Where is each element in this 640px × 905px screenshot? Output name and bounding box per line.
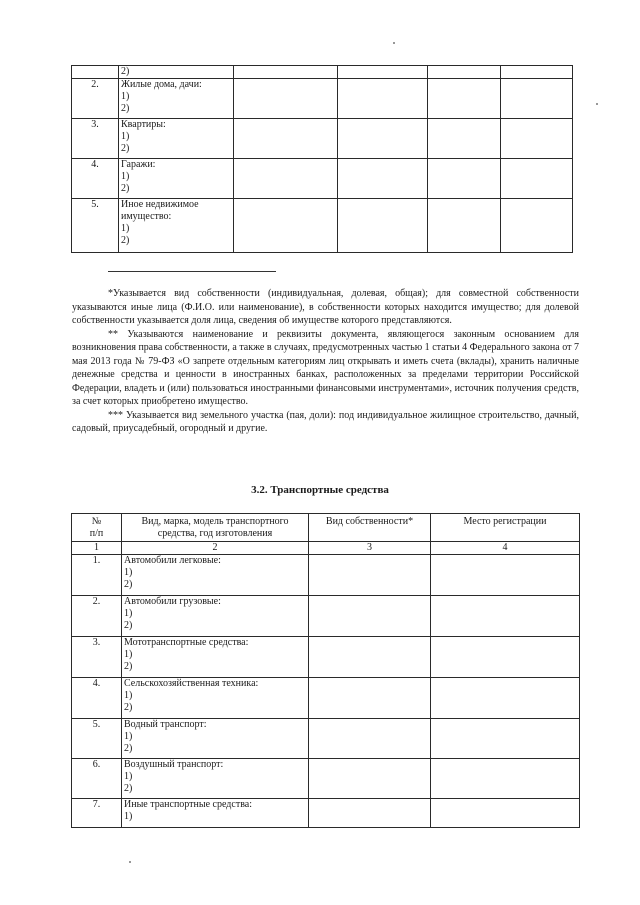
row-label-line: Автомобили грузовые: — [124, 596, 221, 607]
table-row — [72, 719, 580, 759]
row-label — [122, 759, 309, 799]
row-label — [122, 555, 309, 596]
row-label-line: Автомобили легковые: — [124, 555, 221, 566]
row-label-line: 2) — [124, 783, 133, 794]
row-label-line: 2) — [121, 103, 130, 114]
table-row — [72, 759, 580, 799]
empty-cell — [428, 66, 501, 79]
scan-speck — [596, 103, 598, 105]
header-kind-line1: Вид, марка, модель транспортного — [141, 516, 289, 527]
row-label-line: 1) — [124, 811, 133, 822]
row-label-line: 2) — [121, 235, 130, 246]
row-label — [122, 799, 309, 828]
scan-speck — [129, 861, 131, 863]
empty-cell — [431, 719, 580, 759]
row-label-line: имущество: — [121, 211, 172, 222]
header-ownership: Вид собственности* — [309, 514, 431, 542]
row-number: 1. — [72, 555, 122, 596]
index-cell: 3 — [309, 542, 431, 555]
row-label — [122, 678, 309, 719]
row-label-line: Квартиры: — [121, 119, 166, 130]
row-label — [122, 719, 309, 759]
footnote-divider — [108, 271, 276, 272]
empty-cell — [501, 159, 573, 199]
empty-cell — [234, 119, 338, 159]
row-number: 6. — [72, 759, 122, 799]
footnote-land-plot-type: *** Указывается вид земельного участка (пая, доли): под индивидуальное жилищное строительство, дачный, садовый, приусадебный, огородный и другие. — [72, 409, 579, 434]
table-row — [72, 596, 580, 637]
row-label — [119, 66, 234, 79]
empty-cell — [431, 596, 580, 637]
row-label-line: 1) — [124, 771, 133, 782]
row-label-line: 2) — [124, 661, 133, 672]
empty-cell — [338, 159, 428, 199]
row-label-line: 1) — [124, 608, 133, 619]
row-number: 2. — [72, 79, 119, 119]
header-kind — [122, 514, 309, 542]
empty-cell — [501, 79, 573, 119]
empty-cell — [338, 79, 428, 119]
realty-table — [71, 65, 573, 253]
scan-speck — [393, 42, 395, 44]
row-label-line: 2) — [121, 143, 130, 154]
empty-cell — [428, 159, 501, 199]
empty-cell — [234, 79, 338, 119]
table-row — [72, 119, 573, 159]
header-registration: Место регистрации — [431, 514, 580, 542]
empty-cell — [338, 119, 428, 159]
empty-cell — [431, 678, 580, 719]
row-label-line: 1) — [124, 649, 133, 660]
empty-cell — [309, 719, 431, 759]
row-label-line: 2) — [121, 66, 130, 77]
row-number: 5. — [72, 719, 122, 759]
index-cell: 1 — [72, 542, 122, 555]
empty-cell — [234, 66, 338, 79]
row-label-line: Жилые дома, дачи: — [121, 79, 202, 90]
row-label-line: 1) — [124, 731, 133, 742]
table-row — [72, 799, 580, 828]
empty-cell — [338, 66, 428, 79]
row-label-line: 2) — [124, 743, 133, 754]
footnote-document-basis: ** Указываются наименование и реквизиты документа, являющегося законным основанием для возникновения права собственности, а также в случаях, предусмотренных частью 1 статьи 4 Федерального закона от 7 мая 2013 года № 79-ФЗ «О запрете отдельным категориям лиц открывать и иметь счета (вклады), хранить наличные денежные средства и ценности в иностранных банках, расположенных за пределами территории Российской Федерации, владеть и (или) пользоваться иностранными финансовыми инструментами», источник получения средств, за счет которых приобретено имущество. — [72, 328, 579, 407]
row-label — [119, 159, 234, 199]
footnotes — [72, 287, 579, 436]
empty-cell — [309, 637, 431, 678]
empty-cell — [501, 66, 573, 79]
row-label-line: 1) — [121, 91, 130, 102]
empty-cell — [428, 79, 501, 119]
row-number: 5. — [72, 199, 119, 253]
row-number: 7. — [72, 799, 122, 828]
row-label-line: 1) — [121, 171, 130, 182]
row-label-line: 1) — [121, 223, 130, 234]
empty-cell — [338, 199, 428, 253]
realty-table-body — [72, 66, 573, 253]
table-row — [72, 637, 580, 678]
row-label-line: 2) — [121, 183, 130, 194]
header-num — [72, 514, 122, 542]
empty-cell — [431, 555, 580, 596]
row-number — [72, 66, 119, 79]
empty-cell — [309, 596, 431, 637]
table-row — [72, 79, 573, 119]
empty-cell — [431, 759, 580, 799]
header-kind-line2: средства, год изготовления — [157, 528, 273, 539]
index-cell: 2 — [122, 542, 309, 555]
footnote-ownership-type: *Указывается вид собственности (индивидуальная, долевая, общая); для совместной собственности указываются иные лица (Ф.И.О. или наименование), в собственности которых находится имущество; для долевой собственности указывается доля лица, сведения об имуществе которого представляются. — [72, 288, 579, 326]
empty-cell — [309, 555, 431, 596]
row-label-line: Сельскохозяйственная техника: — [124, 678, 259, 689]
table-row — [72, 199, 573, 253]
empty-cell — [501, 199, 573, 253]
row-label-line: 1) — [121, 131, 130, 142]
transport-table-body — [72, 514, 580, 828]
empty-cell — [431, 637, 580, 678]
row-label — [119, 119, 234, 159]
transport-table — [71, 513, 580, 828]
row-label-line: Мототранспортные средства: — [124, 637, 249, 648]
table-row — [72, 678, 580, 719]
row-label-line: Воздушный транспорт: — [124, 759, 224, 770]
empty-cell — [309, 678, 431, 719]
row-label-line: Гаражи: — [121, 159, 156, 170]
table-row — [72, 159, 573, 199]
table-row — [72, 555, 580, 596]
empty-cell — [428, 119, 501, 159]
empty-cell — [431, 799, 580, 828]
row-label — [122, 596, 309, 637]
transport-header-row — [72, 514, 580, 542]
table-row — [72, 66, 573, 79]
empty-cell — [234, 159, 338, 199]
row-label-line: 2) — [124, 579, 133, 590]
row-label-line: 1) — [124, 690, 133, 701]
section-title: 3.2. Транспортные средства — [251, 484, 389, 496]
row-number: 4. — [72, 678, 122, 719]
header-num-line1: № — [91, 516, 102, 527]
row-label-line: 1) — [124, 567, 133, 578]
row-label-line: 2) — [124, 702, 133, 713]
row-number: 2. — [72, 596, 122, 637]
row-label — [119, 199, 234, 253]
row-number: 3. — [72, 119, 119, 159]
empty-cell — [234, 199, 338, 253]
empty-cell — [309, 759, 431, 799]
row-number: 4. — [72, 159, 119, 199]
header-num-line2: п/п — [89, 528, 104, 539]
row-label-line: Иное недвижимое — [121, 199, 199, 210]
empty-cell — [501, 119, 573, 159]
row-label-line: Иные транспортные средства: — [124, 799, 252, 810]
row-number: 3. — [72, 637, 122, 678]
transport-index-row — [72, 542, 580, 555]
row-label-line: Водный транспорт: — [124, 719, 207, 730]
row-label-line: 2) — [124, 620, 133, 631]
empty-cell — [309, 799, 431, 828]
row-label — [122, 637, 309, 678]
empty-cell — [428, 199, 501, 253]
row-label — [119, 79, 234, 119]
index-cell: 4 — [431, 542, 580, 555]
